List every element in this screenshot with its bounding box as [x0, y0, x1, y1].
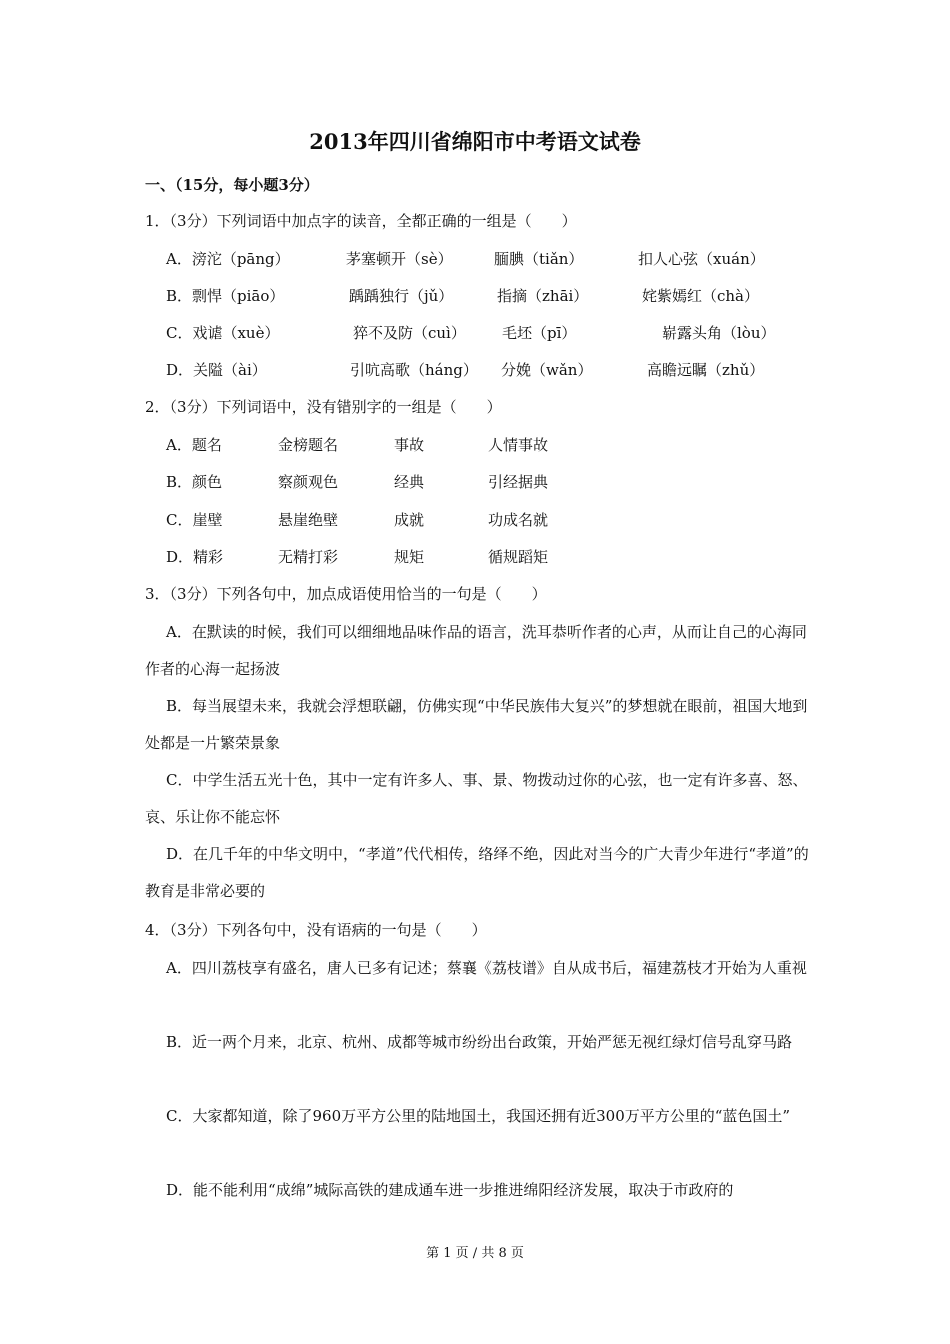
q1-d-col2: 引吭高歌（háng） [350, 361, 478, 379]
q1-a-col2: 茅塞顿开（sè） [346, 250, 453, 268]
q2-d-col4: 循规蹈矩 [488, 548, 549, 566]
q1-c-col1: C．戏谑（xuè） [166, 324, 280, 342]
q1-d-col4: 高瞻远瞩（zhǔ） [647, 361, 765, 379]
q2-c-col4: 功成名就 [488, 511, 549, 529]
q4-option-d: D．能不能利用“成绵”城际高铁的建成通车进一步推进绵阳经济发展，取决于市政府的 [166, 1181, 734, 1199]
q1-b-col1: B．剽悍（piāo） [166, 287, 285, 305]
page-title: 2013年四川省绵阳市中考语文试卷 [309, 129, 641, 154]
q1-b-col2: 踽踽独行（jǔ） [349, 287, 454, 305]
q2-b-col3: 经典 [394, 473, 425, 491]
q2-d-col3: 规矩 [394, 548, 425, 566]
section-heading: 一、（15分，每小题3分） [145, 176, 319, 194]
question-3-stem: 3．（3分）下列各句中，加点成语使用恰当的一句是（ ） [145, 585, 547, 603]
q1-a-col4: 扣人心弦（xuán） [638, 250, 765, 268]
q2-b-col2: 察颜观色 [278, 473, 339, 491]
q2-b-col4: 引经据典 [488, 473, 549, 491]
q4-option-a: A．四川荔枝享有盛名，唐人已多有记述；蔡襄《荔枝谱》自从成书后，福建荔枝才开始为人重视 [166, 959, 807, 977]
q1-a-col3: 腼腆（tiǎn） [494, 250, 584, 268]
q2-a-col4: 人情事故 [488, 436, 549, 454]
q1-a-col1: A．滂沱（pāng） [166, 250, 290, 268]
q4-option-c: C．大家都知道，除了960万平方公里的陆地国土，我国还拥有近300万平方公里的“蓝色国土” [166, 1107, 791, 1125]
q2-d-col1: D．精彩 [166, 548, 224, 566]
q1-b-col4: 姹紫嫣红（chà） [642, 287, 760, 305]
q1-b-col3: 指摘（zhāi） [497, 287, 589, 305]
q3-option-a: A．在默读的时候，我们可以细细地品味作品的语言，洗耳恭听作者的心声，从而让自己的心海同作者的心海一起扬波 [145, 623, 807, 678]
q3-option-b: B．每当展望未来，我就会浮想联翩，仿佛实现“中华民族伟大复兴”的梦想就在眼前，祖国大地到处都是一片繁荣景象 [145, 697, 808, 752]
question-2-stem: 2．（3分）下列词语中，没有错别字的一组是（ ） [145, 398, 502, 416]
q1-c-col2: 猝不及防（cuì） [353, 324, 466, 342]
q2-c-col1: C．崖壁 [166, 511, 223, 529]
question-1-stem: 1．（3分）下列词语中加点字的读音，全都正确的一组是（ ） [145, 212, 577, 230]
q1-d-col1: D．关隘（ài） [166, 361, 267, 379]
q3-option-c: C．中学生活五光十色，其中一定有许多人、事、景、物拨动过你的心弦，也一定有许多喜、怒、哀、乐让你不能忘怀 [145, 771, 808, 826]
q2-c-col3: 成就 [394, 511, 425, 529]
q2-a-col1: A．题名 [166, 436, 222, 454]
q2-a-col3: 事故 [394, 436, 425, 454]
question-4-stem: 4．（3分）下列各句中，没有语病的一句是（ ） [145, 921, 487, 939]
q1-d-col3: 分娩（wǎn） [501, 361, 593, 379]
q2-c-col2: 悬崖绝壁 [278, 511, 339, 529]
q3-option-d: D．在几千年的中华文明中，“孝道”代代相传，络绎不绝，因此对当今的广大青少年进行“孝道”的教育是非常必要的 [145, 845, 809, 900]
q2-b-col1: B．颜色 [166, 473, 223, 491]
q1-c-col3: 毛坯（pī） [502, 324, 577, 342]
q1-c-col4: 崭露头角（lòu） [662, 324, 776, 342]
q2-d-col2: 无精打彩 [278, 548, 339, 566]
q4-option-b: B．近一两个月来，北京、杭州、成都等城市纷纷出台政策，开始严惩无视红绿灯信号乱穿马路 [166, 1033, 793, 1051]
q2-a-col2: 金榜题名 [278, 436, 339, 454]
page-footer: 第 1 页 / 共 8 页 [426, 1246, 524, 1261]
